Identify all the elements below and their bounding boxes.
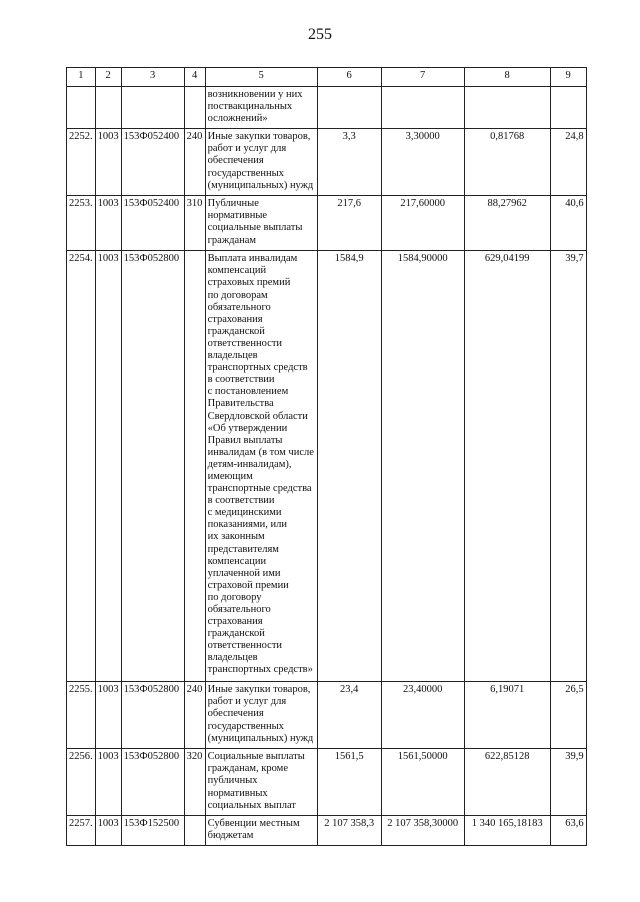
table-header-row (67, 68, 587, 87)
description-cell: возникновении у них поствакцинальных осложнений» (205, 87, 317, 129)
table-row (67, 251, 587, 682)
percent-value: 26,5 (550, 682, 586, 749)
section-code: 1003 (95, 251, 121, 682)
expense-type: 320 (184, 749, 205, 816)
table-row (67, 129, 587, 196)
description-cell: Социальные выплаты гражданам, кроме публичных нормативных социальных выплат (205, 749, 317, 816)
row-number: 2252. (67, 129, 96, 196)
table-row (67, 196, 587, 251)
row-number: 2256. (67, 749, 96, 816)
plan-value: 3,3 (317, 129, 381, 196)
plan-value: 1561,5 (317, 749, 381, 816)
description-cell: Публичные нормативные социальные выплаты гражданам (205, 196, 317, 251)
target-code: 153Ф052800 (121, 682, 184, 749)
header-cell: 7 (381, 68, 464, 87)
approved-value: 23,40000 (381, 682, 464, 749)
empty-cell (464, 87, 550, 129)
plan-value: 23,4 (317, 682, 381, 749)
executed-value: 622,85128 (464, 749, 550, 816)
target-code: 153Ф152500 (121, 816, 184, 846)
empty-cell (381, 87, 464, 129)
target-code: 153Ф052800 (121, 749, 184, 816)
description-cell: Выплата инвалидам компенсаций страховых премий по договорам обязательного страхования гражданской ответственности владельцев транспортных средств в соответствии с постановлением Правительства Свердловской области «Об утверждении Правил выплаты инвалидам (в том числе детям-инвалидам), имеющим транспортные средства в соответствии с медицинскими показаниями, или их законным представителям компенсации уплаченной ими страховой премии по договору обязательного страхования гражданской ответственности владельцев транспортных средств» (205, 251, 317, 682)
row-number: 2255. (67, 682, 96, 749)
percent-value: 63,6 (550, 816, 586, 846)
percent-value: 39,9 (550, 749, 586, 816)
expense-type: 240 (184, 682, 205, 749)
row-number: 2257. (67, 816, 96, 846)
percent-value: 39,7 (550, 251, 586, 682)
percent-value: 24,8 (550, 129, 586, 196)
percent-value: 40,6 (550, 196, 586, 251)
header-cell: 4 (184, 68, 205, 87)
header-cell: 5 (205, 68, 317, 87)
section-code: 1003 (95, 196, 121, 251)
approved-value: 1584,90000 (381, 251, 464, 682)
executed-value: 88,27962 (464, 196, 550, 251)
description-cell: Субвенции местным бюджетам (205, 816, 317, 846)
empty-cell (95, 87, 121, 129)
description-cell: Иные закупки товаров, работ и услуг для обеспечения государственных (муниципальных) нужд (205, 129, 317, 196)
target-code: 153Ф052800 (121, 251, 184, 682)
section-code: 1003 (95, 129, 121, 196)
description-cell: Иные закупки товаров, работ и услуг для обеспечения государственных (муниципальных) нужд (205, 682, 317, 749)
executed-value: 6,19071 (464, 682, 550, 749)
empty-cell (550, 87, 586, 129)
empty-cell (121, 87, 184, 129)
approved-value: 1561,50000 (381, 749, 464, 816)
empty-cell (317, 87, 381, 129)
table-row (67, 682, 587, 749)
executed-value: 0,81768 (464, 129, 550, 196)
page-number: 255 (308, 26, 332, 43)
approved-value: 217,60000 (381, 196, 464, 251)
empty-cell (67, 87, 96, 129)
table-row (67, 816, 587, 846)
section-code: 1003 (95, 682, 121, 749)
expense-type: 240 (184, 129, 205, 196)
header-cell: 1 (67, 68, 96, 87)
empty-cell (184, 87, 205, 129)
plan-value: 2 107 358,3 (317, 816, 381, 846)
plan-value: 1584,9 (317, 251, 381, 682)
target-code: 153Ф052400 (121, 196, 184, 251)
header-cell: 8 (464, 68, 550, 87)
section-code: 1003 (95, 749, 121, 816)
expense-type (184, 816, 205, 846)
target-code: 153Ф052400 (121, 129, 184, 196)
table-row-continuation (67, 87, 587, 129)
row-number: 2254. (67, 251, 96, 682)
budget-table (66, 67, 587, 846)
table-row (67, 749, 587, 816)
header-cell: 2 (95, 68, 121, 87)
header-cell: 3 (121, 68, 184, 87)
expense-type: 310 (184, 196, 205, 251)
row-number: 2253. (67, 196, 96, 251)
header-cell: 6 (317, 68, 381, 87)
executed-value: 1 340 165,18183 (464, 816, 550, 846)
header-cell: 9 (550, 68, 586, 87)
executed-value: 629,04199 (464, 251, 550, 682)
approved-value: 3,30000 (381, 129, 464, 196)
expense-type (184, 251, 205, 682)
plan-value: 217,6 (317, 196, 381, 251)
approved-value: 2 107 358,30000 (381, 816, 464, 846)
section-code: 1003 (95, 816, 121, 846)
